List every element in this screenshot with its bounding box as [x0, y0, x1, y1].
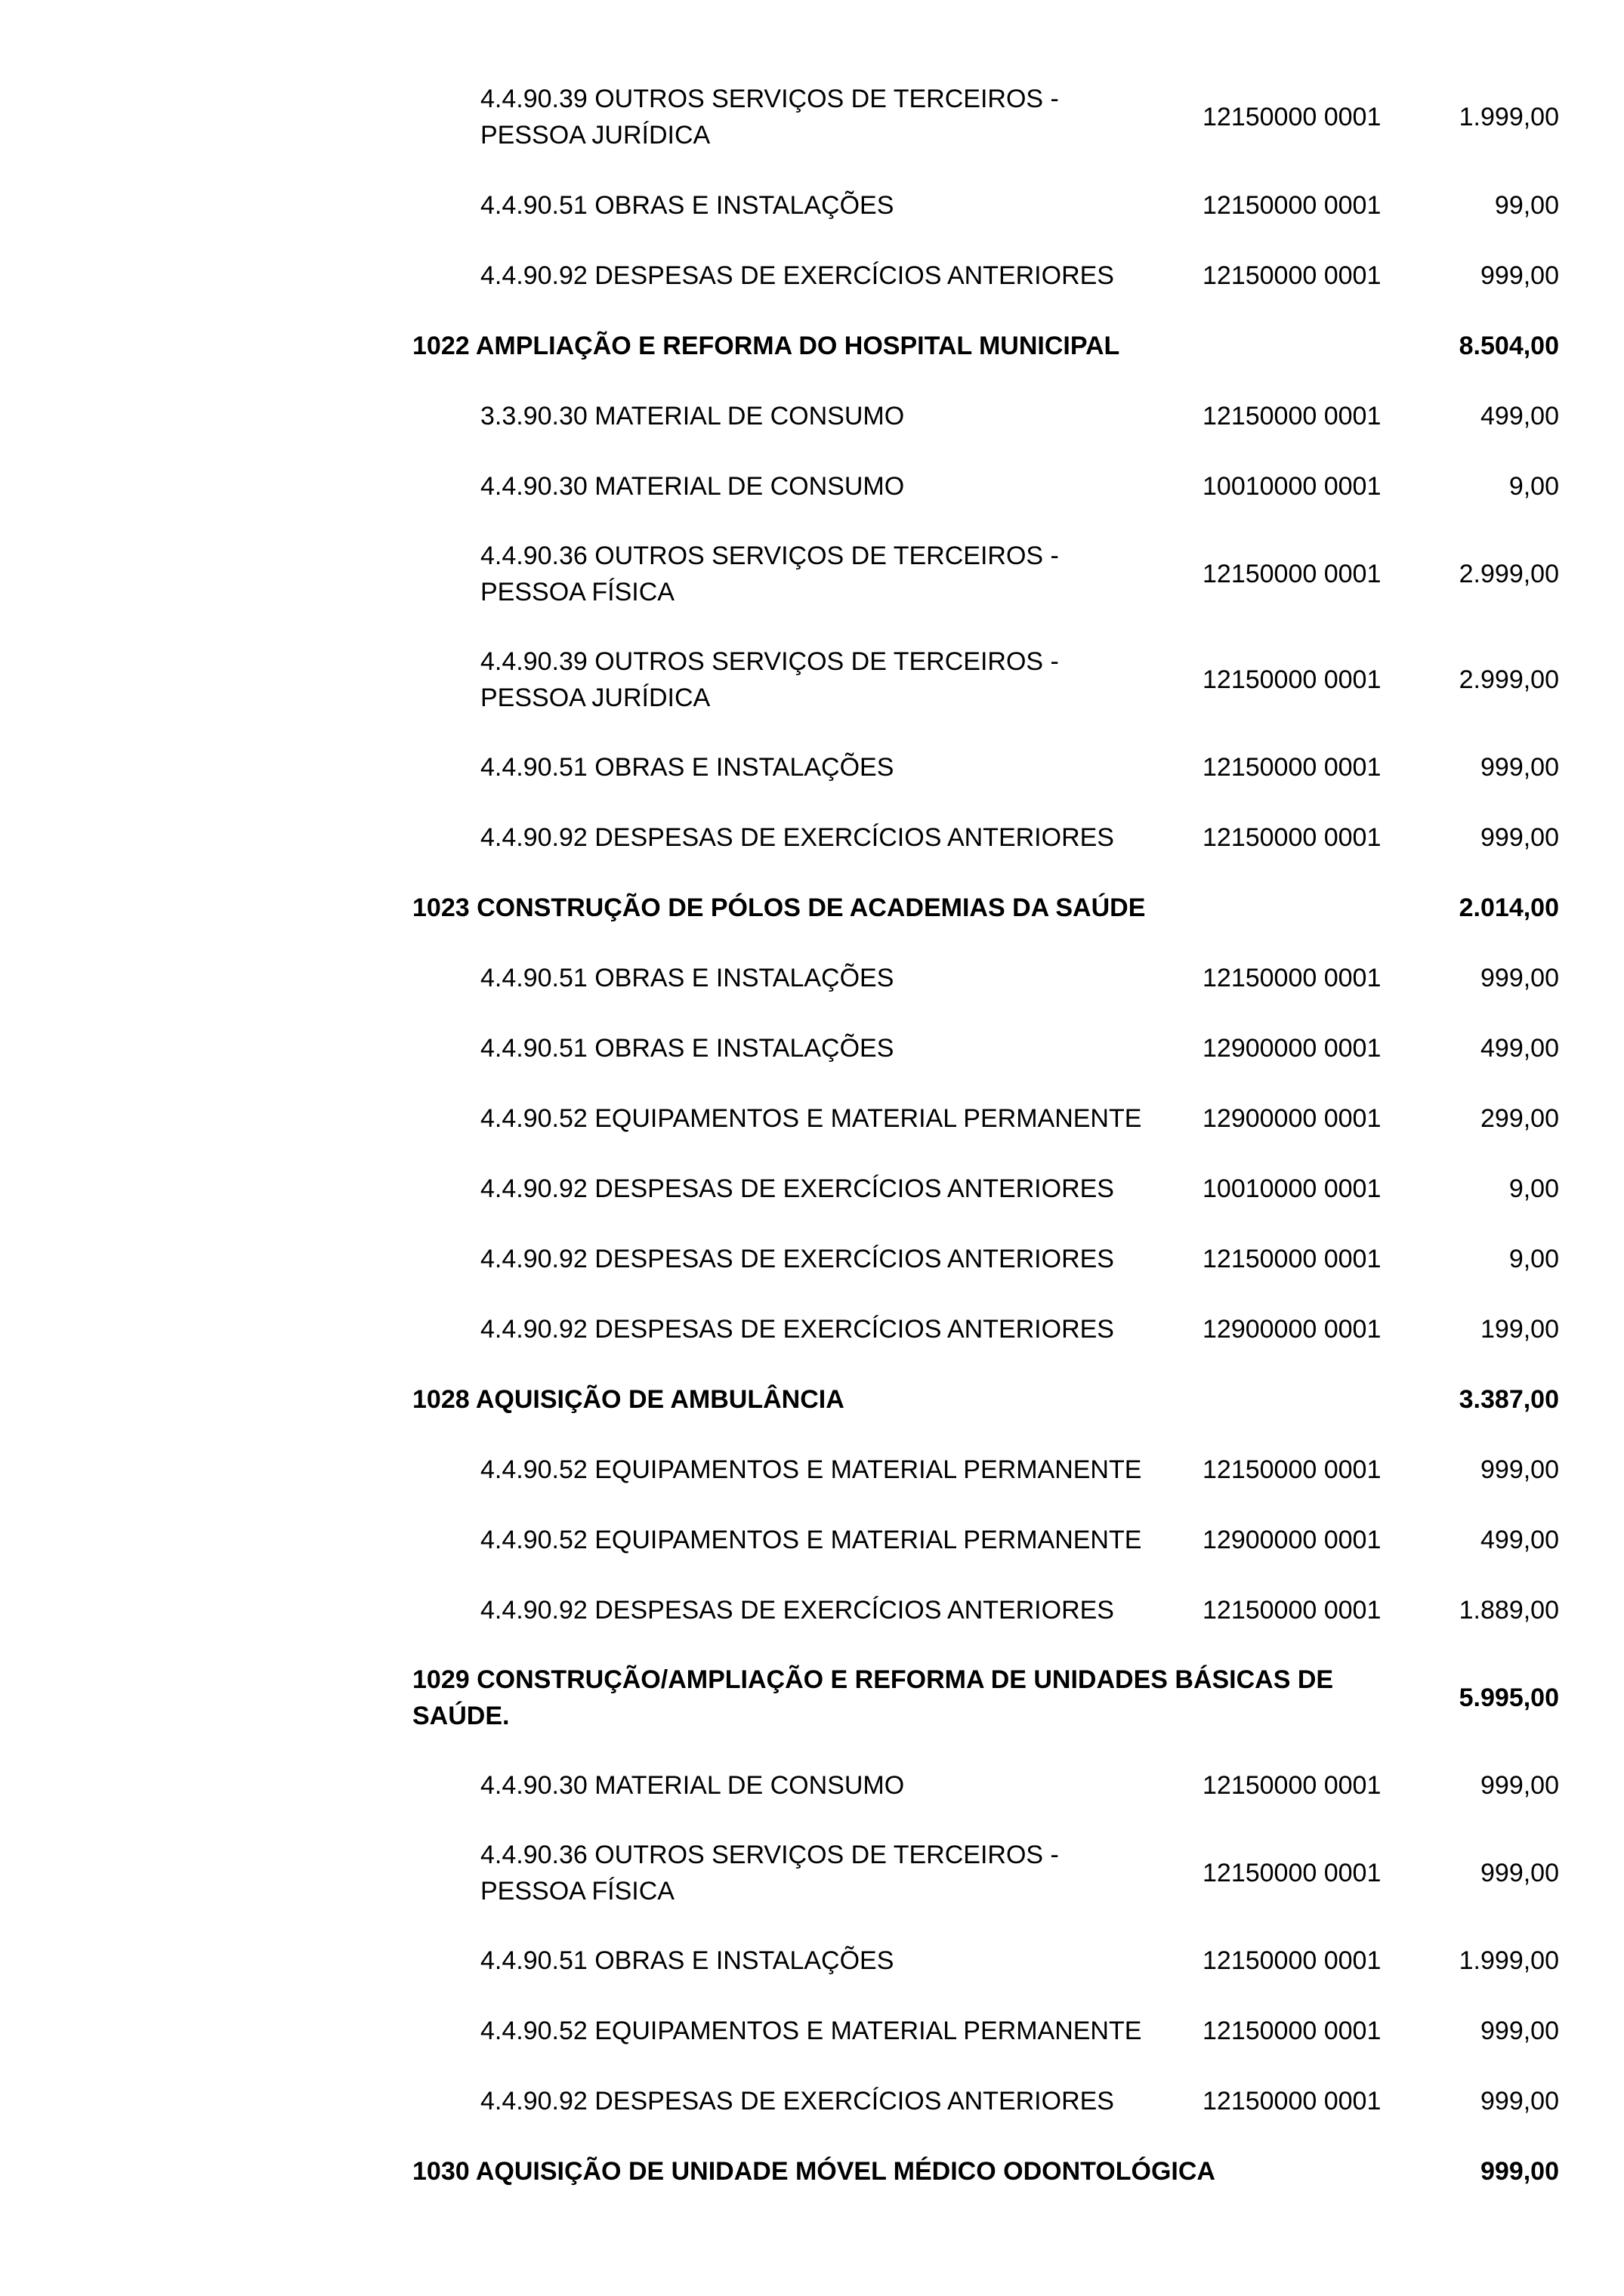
description-line: 4.4.90.39 OUTROS SERVIÇOS DE TERCEIROS - [480, 647, 1059, 676]
resource-code: 12150000 0001 [1203, 1859, 1382, 1887]
line-item-row [0, 1100, 1624, 1137]
line-item-row [0, 1311, 1624, 1347]
description-line: 1022 AMPLIAÇÃO E REFORMA DO HOSPITAL MUNICIPAL [412, 332, 1120, 360]
item-amount: 999,00 [1480, 2017, 1559, 2045]
line-item-row [0, 1767, 1624, 1804]
resource-code: 12150000 0001 [1203, 2087, 1382, 2115]
item-amount: 9,00 [1508, 472, 1559, 501]
item-amount: 999,00 [1480, 2087, 1559, 2115]
line-item-row [0, 643, 1624, 716]
description-line: 4.4.90.51 OBRAS E INSTALAÇÕES [480, 191, 894, 220]
line-item-row [0, 1030, 1624, 1066]
resource-code: 12900000 0001 [1203, 1526, 1382, 1554]
description-line: 4.4.90.30 MATERIAL DE CONSUMO [480, 472, 905, 501]
resource-code: 12150000 0001 [1203, 1245, 1382, 1273]
section-header-row [0, 1662, 1624, 1734]
item-amount: 2.999,00 [1459, 665, 1559, 694]
item-amount: 999,00 [1480, 964, 1559, 992]
section-title [412, 328, 1417, 364]
line-item-row [0, 1452, 1624, 1488]
resource-code: 12900000 0001 [1203, 1034, 1382, 1063]
item-amount: 299,00 [1480, 1104, 1559, 1133]
section-header-row [0, 328, 1624, 364]
resource-code: 10010000 0001 [1203, 1174, 1382, 1203]
description-line: PESSOA JURÍDICA [480, 684, 711, 712]
line-item-row [0, 81, 1624, 153]
resource-code: 12150000 0001 [1203, 823, 1382, 852]
description-line: 4.4.90.52 EQUIPAMENTOS E MATERIAL PERMANENTE [480, 1104, 1142, 1133]
line-item-row [0, 538, 1624, 610]
section-total: 5.995,00 [1459, 1683, 1559, 1712]
description-line: 4.4.90.92 DESPESAS DE EXERCÍCIOS ANTERIORES [480, 1315, 1114, 1344]
item-description [480, 1522, 1198, 1558]
item-amount: 999,00 [1480, 823, 1559, 852]
item-amount: 199,00 [1480, 1315, 1559, 1344]
description-line: PESSOA FÍSICA [480, 1877, 675, 1906]
resource-code: 12150000 0001 [1203, 103, 1382, 131]
item-description [480, 1592, 1198, 1628]
item-description [480, 2013, 1198, 2049]
description-line: 4.4.90.36 OUTROS SERVIÇOS DE TERCEIROS - [480, 1841, 1059, 1869]
item-amount: 1.999,00 [1459, 103, 1559, 131]
description-line: 4.4.90.52 EQUIPAMENTOS E MATERIAL PERMANENTE [480, 1526, 1142, 1554]
line-item-row [0, 1522, 1624, 1558]
item-description [480, 1100, 1198, 1137]
resource-code: 12150000 0001 [1203, 402, 1382, 430]
item-amount: 999,00 [1480, 1771, 1559, 1800]
description-line: 1030 AQUISIÇÃO DE UNIDADE MÓVEL MÉDICO ODONTOLÓGICA [412, 2157, 1215, 2186]
resource-code: 12150000 0001 [1203, 964, 1382, 992]
section-title [412, 1381, 1417, 1418]
description-line: 4.4.90.92 DESPESAS DE EXERCÍCIOS ANTERIORES [480, 2087, 1114, 2115]
item-description [480, 1943, 1198, 1979]
description-line: 3.3.90.30 MATERIAL DE CONSUMO [480, 402, 905, 430]
resource-code: 12900000 0001 [1203, 1315, 1382, 1344]
item-description [480, 81, 1198, 153]
item-amount: 499,00 [1480, 1034, 1559, 1063]
resource-code: 12150000 0001 [1203, 191, 1382, 220]
description-line: 4.4.90.51 OBRAS E INSTALAÇÕES [480, 1946, 894, 1975]
resource-code: 12150000 0001 [1203, 261, 1382, 290]
section-total: 999,00 [1480, 2157, 1559, 2186]
item-amount: 9,00 [1508, 1174, 1559, 1203]
resource-code: 12150000 0001 [1203, 560, 1382, 588]
resource-code: 12150000 0001 [1203, 1771, 1382, 1800]
item-amount: 999,00 [1480, 1455, 1559, 1484]
item-description [480, 1311, 1198, 1347]
item-description [480, 538, 1198, 610]
description-line: 4.4.90.92 DESPESAS DE EXERCÍCIOS ANTERIORES [480, 261, 1114, 290]
description-line: 4.4.90.52 EQUIPAMENTOS E MATERIAL PERMANENTE [480, 2017, 1142, 2045]
item-description [480, 1241, 1198, 1277]
item-amount: 999,00 [1480, 261, 1559, 290]
item-amount: 99,00 [1494, 191, 1559, 220]
item-amount: 1.889,00 [1459, 1596, 1559, 1625]
resource-code: 12150000 0001 [1203, 1946, 1382, 1975]
line-item-row [0, 1171, 1624, 1207]
description-line: 4.4.90.39 OUTROS SERVIÇOS DE TERCEIROS - [480, 85, 1059, 113]
resource-code: 12150000 0001 [1203, 665, 1382, 694]
item-description [480, 819, 1198, 856]
description-line: 4.4.90.92 DESPESAS DE EXERCÍCIOS ANTERIORES [480, 823, 1114, 852]
line-item-row [0, 398, 1624, 434]
item-description [480, 1452, 1198, 1488]
section-header-row [0, 2153, 1624, 2190]
item-description [480, 1837, 1198, 1909]
item-amount: 499,00 [1480, 1526, 1559, 1554]
line-item-row [0, 1943, 1624, 1979]
item-description [480, 2083, 1198, 2119]
item-amount: 1.999,00 [1459, 1946, 1559, 1975]
section-total: 3.387,00 [1459, 1385, 1559, 1414]
description-line: 1028 AQUISIÇÃO DE AMBULÂNCIA [412, 1385, 844, 1414]
description-line: 4.4.90.51 OBRAS E INSTALAÇÕES [480, 1034, 894, 1063]
section-title [412, 2153, 1417, 2190]
item-amount: 9,00 [1508, 1245, 1559, 1273]
description-line: 4.4.90.52 EQUIPAMENTOS E MATERIAL PERMANENTE [480, 1455, 1142, 1484]
item-description [480, 643, 1198, 716]
section-header-row [0, 1381, 1624, 1418]
item-amount: 999,00 [1480, 1859, 1559, 1887]
description-line: 4.4.90.92 DESPESAS DE EXERCÍCIOS ANTERIORES [480, 1245, 1114, 1273]
item-description [480, 1171, 1198, 1207]
line-item-row [0, 1241, 1624, 1277]
line-item-row [0, 819, 1624, 856]
item-description [480, 258, 1198, 294]
description-line: 1023 CONSTRUÇÃO DE PÓLOS DE ACADEMIAS DA SAÚDE [412, 893, 1146, 922]
section-title [412, 890, 1417, 926]
item-description [480, 187, 1198, 224]
item-description [480, 749, 1198, 785]
section-header-row [0, 890, 1624, 926]
description-line: PESSOA FÍSICA [480, 578, 675, 606]
line-item-row [0, 1837, 1624, 1909]
item-description [480, 468, 1198, 505]
resource-code: 12150000 0001 [1203, 1455, 1382, 1484]
section-title [412, 1662, 1417, 1734]
description-line: 4.4.90.92 DESPESAS DE EXERCÍCIOS ANTERIORES [480, 1174, 1114, 1203]
description-line: 4.4.90.51 OBRAS E INSTALAÇÕES [480, 964, 894, 992]
description-line: 4.4.90.30 MATERIAL DE CONSUMO [480, 1771, 905, 1800]
resource-code: 12150000 0001 [1203, 2017, 1382, 2045]
line-item-row [0, 749, 1624, 785]
item-description [480, 1767, 1198, 1804]
resource-code: 12900000 0001 [1203, 1104, 1382, 1133]
item-amount: 999,00 [1480, 753, 1559, 782]
line-item-row [0, 187, 1624, 224]
line-item-row [0, 960, 1624, 996]
item-description [480, 1030, 1198, 1066]
line-item-row [0, 258, 1624, 294]
line-item-row [0, 2083, 1624, 2119]
section-total: 2.014,00 [1459, 893, 1559, 922]
description-line: PESSOA JURÍDICA [480, 121, 711, 150]
description-line: SAÚDE. [412, 1702, 510, 1730]
description-line: 4.4.90.92 DESPESAS DE EXERCÍCIOS ANTERIORES [480, 1596, 1114, 1625]
line-item-row [0, 2013, 1624, 2049]
description-line: 4.4.90.36 OUTROS SERVIÇOS DE TERCEIROS - [480, 542, 1059, 570]
line-item-row [0, 1592, 1624, 1628]
resource-code: 12150000 0001 [1203, 753, 1382, 782]
item-description [480, 398, 1198, 434]
item-description [480, 960, 1198, 996]
resource-code: 12150000 0001 [1203, 1596, 1382, 1625]
resource-code: 10010000 0001 [1203, 472, 1382, 501]
line-item-row [0, 468, 1624, 505]
description-line: 4.4.90.51 OBRAS E INSTALAÇÕES [480, 753, 894, 782]
item-amount: 2.999,00 [1459, 560, 1559, 588]
item-amount: 499,00 [1480, 402, 1559, 430]
description-line: 1029 CONSTRUÇÃO/AMPLIAÇÃO E REFORMA DE UNIDADES BÁSICAS DE [412, 1665, 1334, 1694]
section-total: 8.504,00 [1459, 332, 1559, 360]
